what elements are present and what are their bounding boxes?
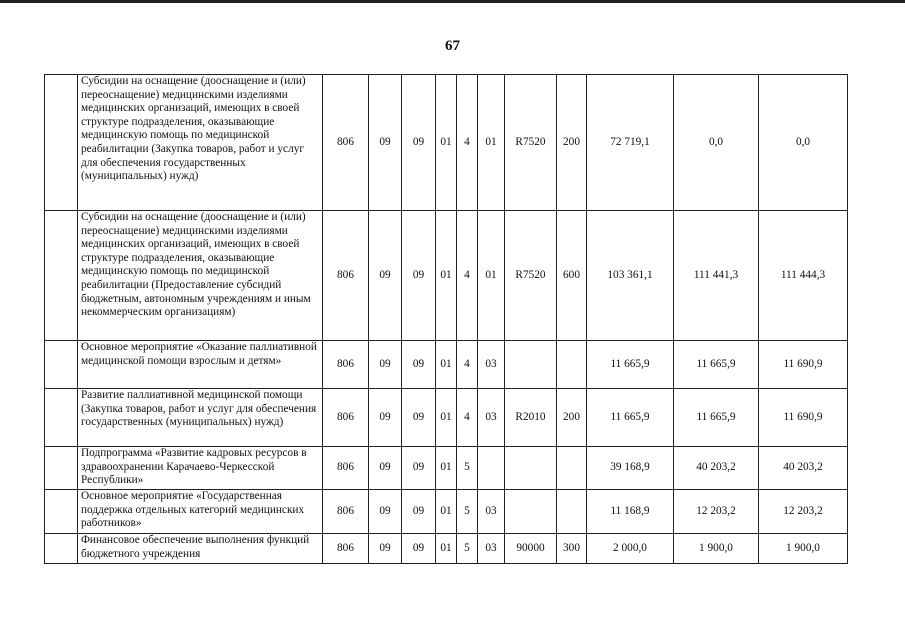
subprogram-code: 4 [457,389,478,447]
amount-year-2: 12 203,2 [674,490,759,534]
section-code: 09 [369,211,402,341]
ved-code: 806 [323,75,369,211]
section-code: 09 [369,341,402,389]
empty-cell [45,534,78,564]
budget-table [44,74,848,564]
subprogram-code: 4 [457,211,478,341]
empty-cell [45,447,78,490]
page-top-border [0,0,905,3]
event-code: 03 [478,534,505,564]
item-name: Основное мероприятие «Государственная поддержка отдельных категорий медицинских работников» [78,490,323,534]
table-row [45,389,848,447]
expense-type-code: 300 [557,534,587,564]
direction-code: R7520 [505,211,557,341]
expense-type-code [557,490,587,534]
table-row [45,447,848,490]
event-code: 01 [478,75,505,211]
amount-year-1: 11 665,9 [587,341,674,389]
amount-year-3: 12 203,2 [759,490,848,534]
ved-code: 806 [323,490,369,534]
event-code: 03 [478,389,505,447]
subprogram-code: 5 [457,490,478,534]
page-number: 67 [445,38,460,54]
program-code: 01 [436,75,457,211]
subsection-code: 09 [402,211,436,341]
table-body [45,75,848,564]
amount-year-2: 11 665,9 [674,341,759,389]
subprogram-code: 4 [457,75,478,211]
amount-year-3: 0,0 [759,75,848,211]
amount-year-2: 11 665,9 [674,389,759,447]
expense-type-code: 600 [557,211,587,341]
amount-year-3: 40 203,2 [759,447,848,490]
empty-cell [45,490,78,534]
section-code: 09 [369,389,402,447]
program-code: 01 [436,341,457,389]
direction-code: R2010 [505,389,557,447]
item-name: Развитие паллиативной медицинской помощи (Закупка товаров, работ и услуг для обеспечения государственных (муниципальных) нужд) [78,389,323,447]
amount-year-1: 103 361,1 [587,211,674,341]
subprogram-code: 5 [457,447,478,490]
program-code: 01 [436,447,457,490]
ved-code: 806 [323,447,369,490]
empty-cell [45,211,78,341]
program-code: 01 [436,211,457,341]
subsection-code: 09 [402,447,436,490]
section-code: 09 [369,447,402,490]
amount-year-1: 11 665,9 [587,389,674,447]
amount-year-1: 39 168,9 [587,447,674,490]
item-name: Субсидии на оснащение (дооснащение и (или) переоснащение) медицинскими изделиями медицинских организаций, имеющих в своей структуре подразделения, оказывающие медицинскую помощь по медицинской реабилитации (Предоставление субсидий бюджетным, автономным учреждениям и иным некоммерческим организациям) [78,211,323,341]
item-name: Субсидии на оснащение (дооснащение и (или) переоснащение) медицинскими изделиями медицинских организаций, имеющих в своей структуре подразделения, оказывающие медицинскую помощь по медицинской реабилитации (Закупка товаров, работ и услуг для обеспечения государственных (муниципальных) нужд) [78,75,323,211]
direction-code [505,447,557,490]
empty-cell [45,389,78,447]
table-row [45,211,848,341]
table-row [45,341,848,389]
table-row [45,534,848,564]
direction-code [505,490,557,534]
subsection-code: 09 [402,341,436,389]
amount-year-2: 40 203,2 [674,447,759,490]
program-code: 01 [436,534,457,564]
table-row [45,75,848,211]
amount-year-2: 111 441,3 [674,211,759,341]
program-code: 01 [436,490,457,534]
event-code: 01 [478,211,505,341]
program-code: 01 [436,389,457,447]
subprogram-code: 4 [457,341,478,389]
subsection-code: 09 [402,389,436,447]
empty-cell [45,341,78,389]
empty-cell [45,75,78,211]
section-code: 09 [369,490,402,534]
amount-year-1: 72 719,1 [587,75,674,211]
ved-code: 806 [323,341,369,389]
direction-code [505,341,557,389]
amount-year-2: 0,0 [674,75,759,211]
expense-type-code [557,447,587,490]
section-code: 09 [369,75,402,211]
item-name: Основное мероприятие «Оказание паллиативной медицинской помощи взрослым и детям» [78,341,323,389]
event-code: 03 [478,341,505,389]
expense-type-code [557,341,587,389]
amount-year-3: 111 444,3 [759,211,848,341]
event-code: 03 [478,490,505,534]
event-code [478,447,505,490]
amount-year-2: 1 900,0 [674,534,759,564]
ved-code: 806 [323,389,369,447]
direction-code: R7520 [505,75,557,211]
amount-year-3: 1 900,0 [759,534,848,564]
subsection-code: 09 [402,75,436,211]
subsection-code: 09 [402,490,436,534]
direction-code: 90000 [505,534,557,564]
expense-type-code: 200 [557,75,587,211]
amount-year-3: 11 690,9 [759,341,848,389]
section-code: 09 [369,534,402,564]
subsection-code: 09 [402,534,436,564]
item-name: Подпрограмма «Развитие кадровых ресурсов в здравоохранении Карачаево-Черкесской Республики» [78,447,323,490]
expense-type-code: 200 [557,389,587,447]
item-name: Финансовое обеспечение выполнения функций бюджетного учреждения [78,534,323,564]
amount-year-1: 2 000,0 [587,534,674,564]
table-row [45,490,848,534]
subprogram-code: 5 [457,534,478,564]
amount-year-1: 11 168,9 [587,490,674,534]
ved-code: 806 [323,534,369,564]
ved-code: 806 [323,211,369,341]
amount-year-3: 11 690,9 [759,389,848,447]
